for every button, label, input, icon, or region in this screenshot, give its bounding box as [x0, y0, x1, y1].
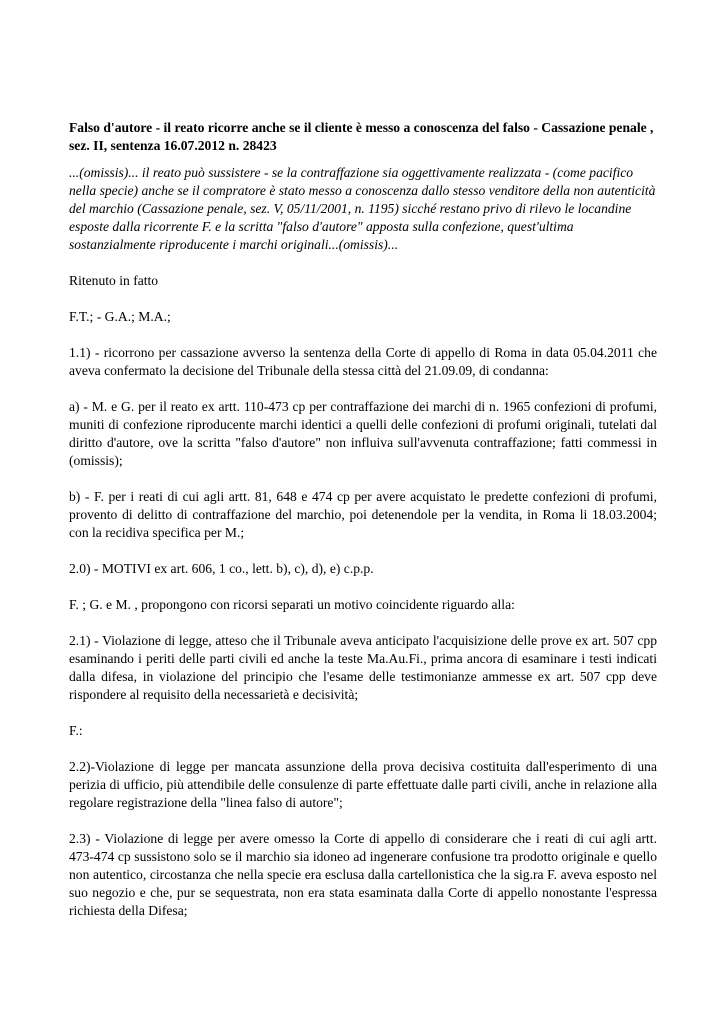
body-paragraph: F. ; G. e M. , propongono con ricorsi separati un motivo coincidente riguardo alla: — [69, 597, 515, 612]
document-abstract: ...(omissis)... il reato può sussistere - se la contraffazione sia oggettivamente realizzata - (come pacifico nella specie) anche se il compratore è stato messo a conoscenza dallo stesso venditore della non autenticità del marchio (Cassazione penale, sez. V, 05/11/2001, n. 1195) sicché restano privo di rilevo le locandine esposte dalla ricorrente F. e la scritta "falso d'autore" apposta sulla confezione, quest'ultima sostanzialmente riproducente i marchi originali...(omissis)... — [69, 165, 656, 252]
document-page — [69, 119, 657, 938]
body-paragraph: 1.1) - ricorrono per cassazione avverso la sentenza della Corte di appello di Roma in data 05.04.2011 che aveva confermato la decisione del Tribunale della stessa città del 21.09.09, di condanna: — [69, 345, 657, 378]
body-paragraph: b) - F. per i reati di cui agli artt. 81, 648 e 474 cp per avere acquistato le predette confezioni di profumi, provento di delitto di contraffazione del marchio, poi detenendole per la vendita, in Roma li 18.03.2004; con la recidiva specifica per M.; — [69, 489, 657, 540]
body-paragraph: 2.0) - MOTIVI ex art. 606, 1 co., lett. b), c), d), e) c.p.p. — [69, 561, 374, 576]
body-paragraph: a) - M. e G. per il reato ex artt. 110-473 cp per contraffazione dei marchi di n. 1965 confezioni di profumi, muniti di confezione riproducente marchi identici a quelli delle confezioni di profumi originali, tutelati dal diritto d'autore, ove la scritta "falso d'autore" non influiva sull'avvenuta contraffazione; fatti commessi in (omissis); — [69, 399, 657, 468]
body-paragraph: F.: — [69, 723, 83, 738]
body-paragraph: 2.3) - Violazione di legge per avere omesso la Corte di appello di considerare che i reati di cui agli artt. 473-474 cp sussistono solo se il marchio sia idoneo ad ingenerare confusione tra prodotto originale e quello non autentico, circostanza che nella specie era esclusa dalla cartellonistica che la sig.ra F. aveva esposto nel suo negozio e che, pur se sequestrata, non era stata esaminata dalla Corte di appello nonostante l'espressa richiesta della Difesa; — [69, 831, 657, 918]
section-heading-fatto: Ritenuto in fatto — [69, 273, 159, 288]
document-title: Falso d'autore - il reato ricorre anche se il cliente è messo a conoscenza del falso - Cassazione penale , sez. II, sentenza 16.07.2012 n. 28423 — [69, 120, 654, 153]
body-paragraph: 2.1) - Violazione di legge, atteso che il Tribunale aveva anticipato l'acquisizione delle prove ex art. 507 cpp esaminando i periti delle parti civili ed anche la teste Ma.Au.Fi., prima ancora di esaminare i testi indicati dalla difesa, in violazione del principio che l'esame delle testimonianze ammesse ex art. 507 cpp deve rispondere al requisito della necessarietà e decisività; — [69, 633, 657, 702]
parties-paragraph: F.T.; - G.A.; M.A.; — [69, 309, 171, 324]
body-paragraph: 2.2)-Violazione di legge per mancata assunzione della prova decisiva costituita dall'esperimento di una perizia di ufficio, più attendibile delle consulenze di parte effettuate dalle parti civili, anche in relazione alla regolare registrazione della "linea falso di autore"; — [69, 759, 657, 810]
